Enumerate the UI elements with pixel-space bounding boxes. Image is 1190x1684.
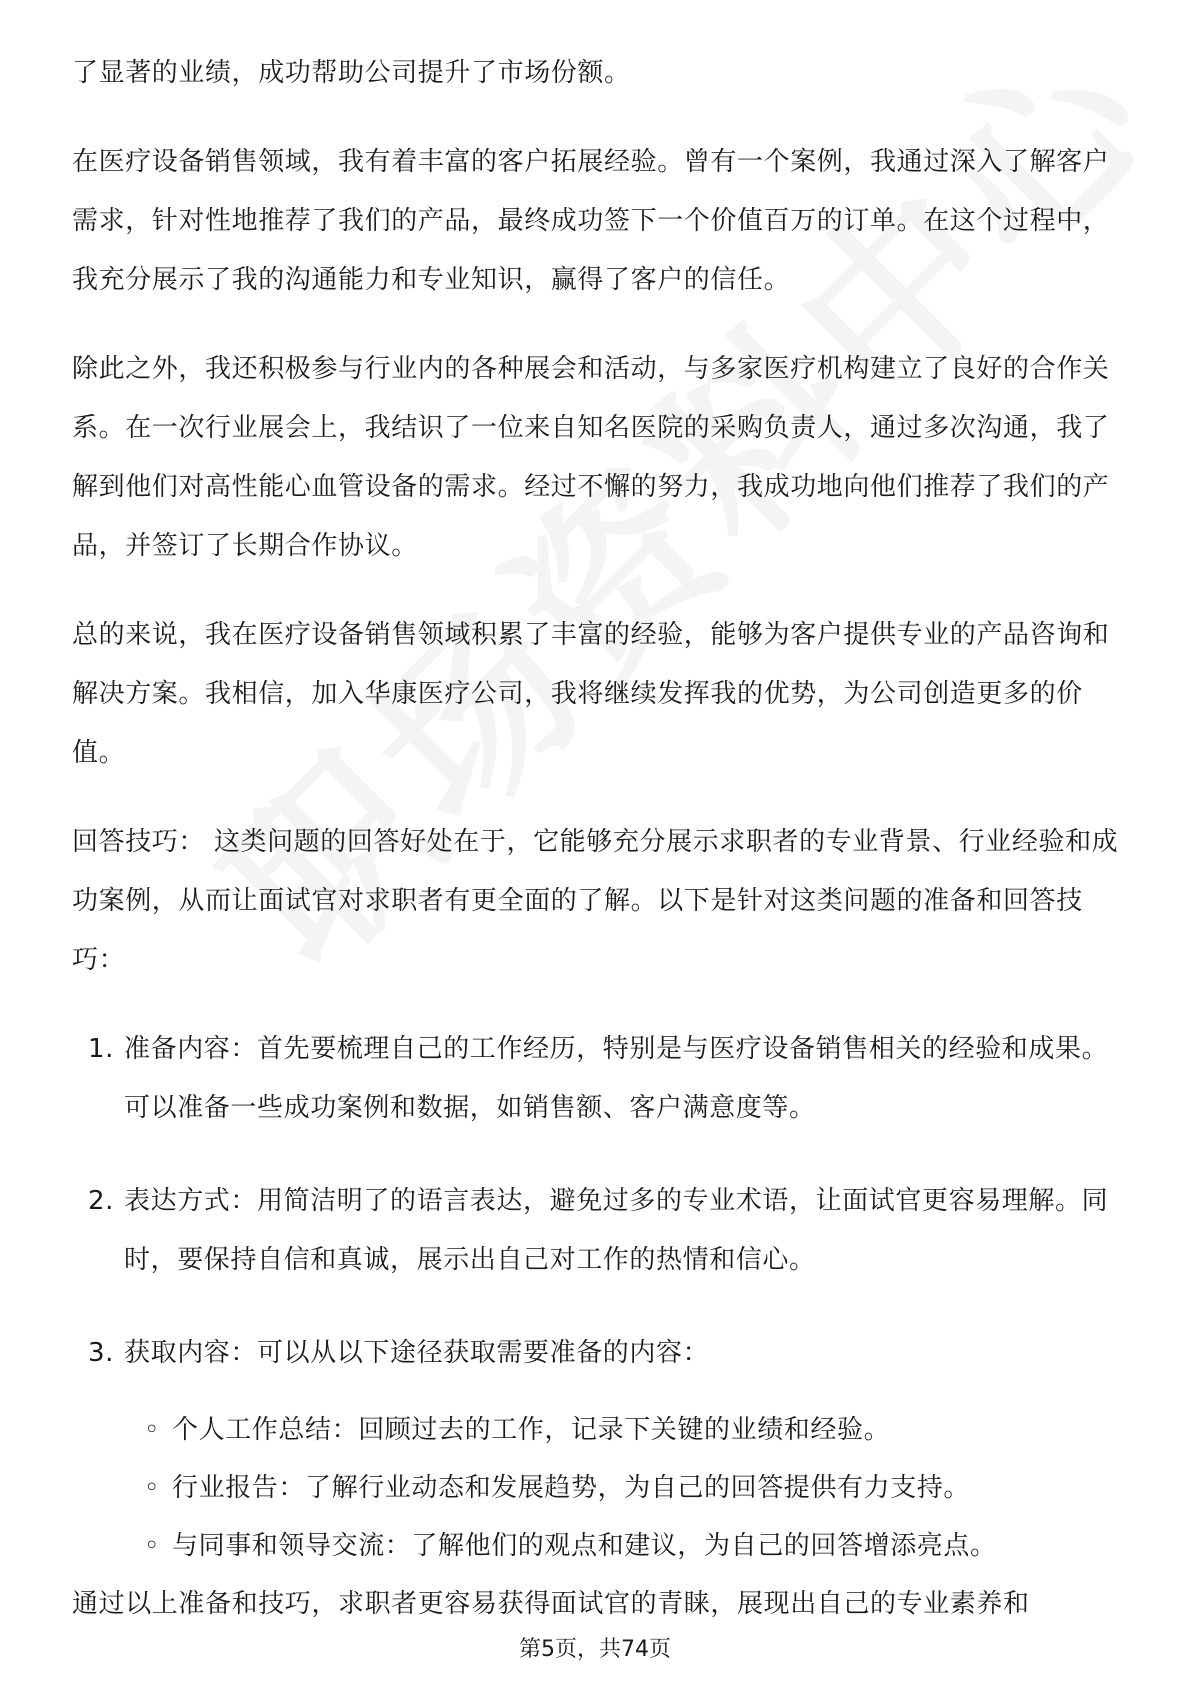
bullet-icon: ◦ [144, 1473, 160, 1503]
source-item [72, 1459, 1122, 1517]
sources-list [72, 1401, 1122, 1575]
bullet-icon: ◦ [144, 1531, 160, 1561]
tip-text: 表达方式：用简洁明了的语言表达，避免过多的专业术语，让面试官更容易理解。同时，要保持自信和真诚，展示出自己对工作的热情和信心。 [124, 1186, 1109, 1275]
tip-number: 1. [88, 1034, 115, 1064]
source-text: 个人工作总结：回顾过去的工作，记录下关键的业绩和经验。 [172, 1415, 891, 1445]
paragraph-client-case: 在医疗设备销售领域，我有着丰富的客户拓展经验。曾有一个案例，我通过深入了解客户需求，针对性地推荐了我们的产品，最终成功签下一个价值百万的订单。在这个过程中，我充分展示了我的沟通能力和专业知识，赢得了客户的信任。 [72, 147, 1110, 295]
paragraph-summary: 总的来说，我在医疗设备销售领域积累了丰富的经验，能够为客户提供专业的产品咨询和解决方案。我相信，加入华康医疗公司，我将继续发挥我的优势，为公司创造更多的价值。 [72, 620, 1110, 768]
tip-item [72, 1172, 1122, 1290]
source-text: 行业报告：了解行业动态和发展趋势，为自己的回答提供有力支持。 [172, 1473, 971, 1503]
tip-item [72, 1020, 1122, 1138]
bullet-icon: ◦ [144, 1415, 160, 1445]
tip-number: 2. [88, 1186, 115, 1216]
tip-number: 3. [88, 1338, 115, 1368]
document-body [72, 44, 1122, 1664]
source-text: 与同事和领导交流：了解他们的观点和建议，为自己的回答增添亮点。 [172, 1531, 997, 1561]
source-item [72, 1517, 1122, 1575]
tip-text: 准备内容：首先要梳理自己的工作经历，特别是与医疗设备销售相关的经验和成果。可以准备一些成功案例和数据，如销售额、客户满意度等。 [124, 1034, 1109, 1123]
paragraph-answer-tips: 回答技巧： 这类问题的回答好处在于，它能够充分展示求职者的专业背景、行业经验和成功案例，从而让面试官对求职者有更全面的了解。以下是针对这类问题的准备和回答技巧： [72, 827, 1119, 975]
tips-list [72, 1020, 1122, 1575]
tip-item [72, 1324, 1122, 1575]
paragraph-closing: 通过以上准备和技巧，求职者更容易获得面试官的青睐，展现出自己的专业素养和 [72, 1589, 1030, 1619]
tip-text: 获取内容：可以从以下途径获取需要准备的内容： [124, 1338, 710, 1368]
page-number: 第5页，共74页 [519, 1637, 671, 1662]
paragraph-exhibitions: 除此之外，我还积极参与行业内的各种展会和活动，与多家医疗机构建立了良好的合作关系。在一次行业展会上，我结识了一位来自知名医院的采购负责人，通过多次沟通，我了解到他们对高性能心血管设备的需求。经过不懈的努力，我成功地向他们推荐了我们的产品，并签订了长期合作协议。 [72, 354, 1110, 561]
paragraph-continuation: 了显著的业绩，成功帮助公司提升了市场份额。 [72, 58, 631, 88]
source-item [72, 1401, 1122, 1459]
